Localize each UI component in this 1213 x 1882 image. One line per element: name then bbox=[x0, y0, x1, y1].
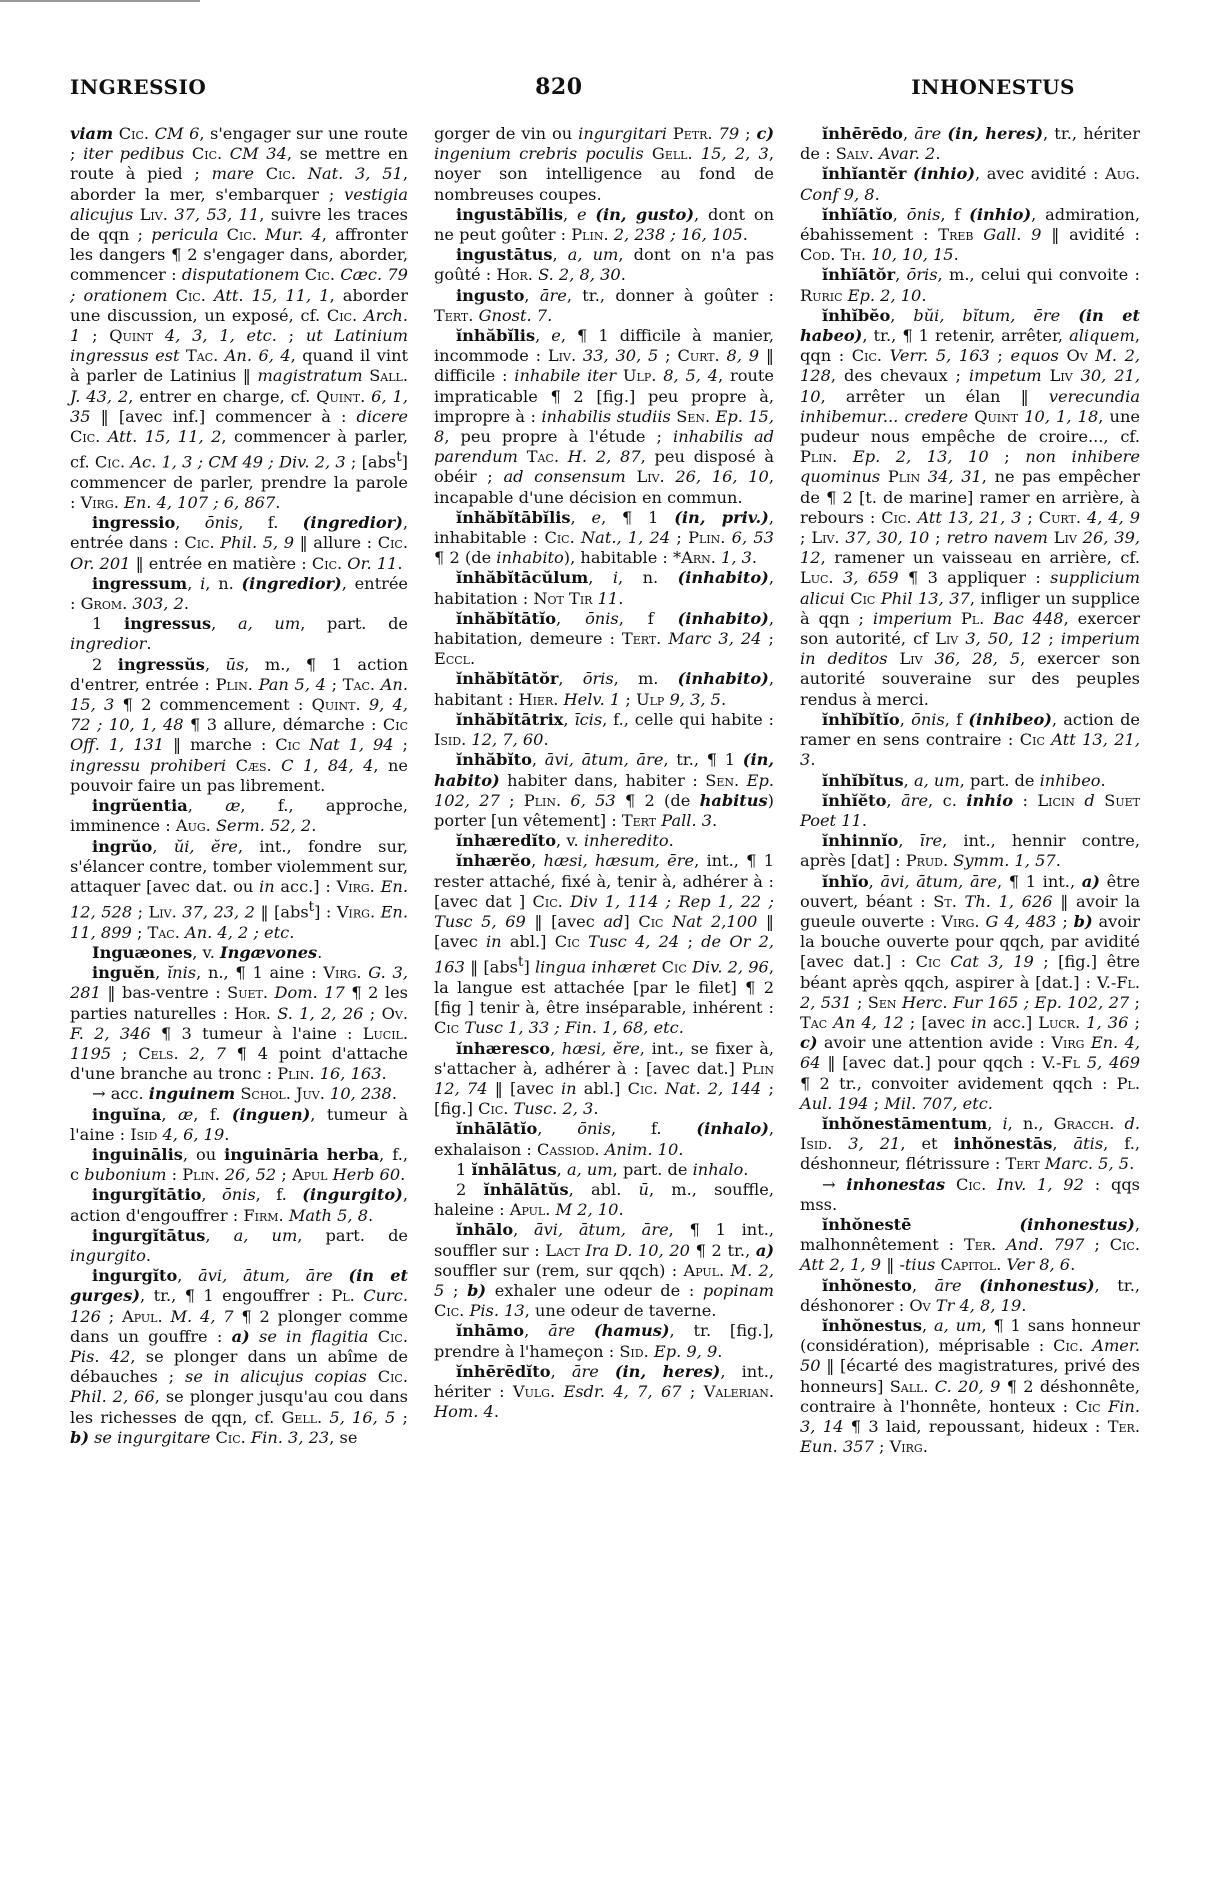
dictionary-entry: Inguæones, v. Ingævones. bbox=[92, 942, 323, 962]
dictionary-entry: ĭnhĭo, āvi, ātum, āre, ¶ 1 int., a) être ouvert, béant : St. Th. 1, 626 ‖ avoir la gueule ouverte : Virg. G 4, 483 ; b) avoir la bouche ouverte pour qqch, par avidité [avec dat.] : Cic Cat 3, 19 ; [fig.] être béant après qqch, aspirer à [dat.] : V.-Fl. 2, 531 ; Sen Herc. Fur 165 ; Ep. 102, 27 ; Tac An 4, 12 ; [avec in acc.] Lucr. 1, 36 ; c) avoir une attention avide : Virg En. 4, 64 ‖ [avec dat.] pour qqch : V.-Fl 5, 469 ¶ 2 tr., convoiter avidement qqch : Pl. Aul. 194 ; Mil. 707, etc. bbox=[800, 871, 1140, 1113]
dictionary-entry: ingressio, ōnis, f. (ingredior), entrée dans : Cic. Phil. 5, 9 ‖ allure : Cic. Or. 201 ‖ entrée en matière : Cic. Or. 11. bbox=[70, 513, 409, 573]
dictionary-entry: ĭnhŏnestus, a, um, ¶ 1 sans honneur (considération), méprisable : Cic. Amer. 50 ‖ [écarté des magistratures, privé des honneurs] Sall. C. 20, 9 ¶ 2 déshonnête, contraire à l'honnête, honteux : Cic Fin. 3, 14 ¶ 3 laid, repoussant, hideux : Ter. Eun. 357 ; Virg. bbox=[800, 1315, 1140, 1457]
dictionary-entry: ĭnhĭantĕr (inhio), avec avidité : Aug. Conf 9, 8. bbox=[800, 164, 1140, 204]
dictionary-entry: ĭnhĭbĭtus, a, um, part. de inhibeo. bbox=[822, 770, 1106, 790]
dictionary-entry: ĭnhăbĭlis, e, ¶ 1 difficile à manier, incommode : Liv. 33, 30, 5 ; Curt. 8, 9 ‖ difficile : inhabile iter Ulp. 8, 5, 4, route impraticable ¶ 2 [fig.] peu propre à, impropre à : inhabilis studiis Sen. Ep. 15, 8, peu propre à l'étude ; inhabilis ad parendum Tac. H. 2, 87, peu disposé à obéir ; ad consensum Liv. 26, 16, 10, incapable d'une décision en commun. bbox=[434, 326, 775, 507]
dictionary-entry: ĭnhæredĭto, v. inheredito. bbox=[456, 831, 674, 851]
dictionary-entry: ĭnhĭbĭtĭo, ōnis, f (inhibeo), action de ramer en sens contraire : Cic Att 13, 21, 3. bbox=[800, 709, 1141, 770]
dictionary-entry: ĭnhinnĭo, īre, int., hennir contre, après [dat] : Prud. Symm. 1, 57. bbox=[800, 831, 1140, 871]
dictionary-entry: ĭnhālo, āvi, ātum, āre, ¶ 1 int., souffler sur : Lact Ira D. 10, 20 ¶ 2 tr., a) souffler sur (rem, sur qqch) : Apul. M. 2, 5 ; b) exhaler une odeur de : popinam Cic. Pis. 13, une odeur de taverne. bbox=[434, 1220, 775, 1321]
dictionary-entry: ĭnhæresco, hæsi, ĕre, int., se fixer à, s'attacher à, adhérer à : [avec dat.] Plin 12, 74 ‖ [avec in abl.] Cic. Nat. 2, 144 ; [fig.] Cic. Tusc. 2, 3. bbox=[434, 1038, 774, 1119]
dictionary-entry: ĭnhāmo, āre (hamus), tr. [fig.], prendre à l'hameçon : Sid. Ep. 9, 9. bbox=[434, 1321, 774, 1361]
dictionary-entry: ĭnhăbĭtātŏr, ōris, m. (inhabito), habitant : Hier. Helv. 1 ; Ulp 9, 3, 5. bbox=[434, 669, 774, 709]
dictionary-entry: ingurgĭtātus, a, um, part. de ingurgito. bbox=[70, 1225, 409, 1265]
dictionary-entry: inguinālis, ou inguināria herba, f., c bubonium : Plin. 26, 52 ; Apul Herb 60. bbox=[70, 1144, 408, 1185]
top-rule bbox=[0, 0, 200, 2]
dictionary-entry: ĭnhērēdo, āre (in, heres), tr., hériter de : Salv. Avar. 2. bbox=[800, 124, 1140, 164]
dictionary-entry: 1 ingressus, a, um, part. de ingredior. bbox=[70, 614, 409, 654]
header-left-guide-word: INGRESSIO bbox=[70, 75, 207, 99]
dictionary-entry: ingrŭentia, æ, f., approche, imminence : Aug. Serm. 52, 2. bbox=[70, 796, 409, 836]
dictionary-entry: ĭnhŏnestāmentum, i, n., Gracch. d. Isid. 3, 21, et inhŏnestās, ātis, f., déshonneur, flétrissure : Tert Marc. 5, 5. bbox=[800, 1113, 1140, 1174]
dictionary-entry: ĭnhŏnestē (inhonestus), malhonnêtement : Ter. And. 797 ; Cic. Att 2, 1, 9 ‖ -tius Capitol. Ver 8, 6. bbox=[800, 1214, 1140, 1275]
dictionary-entry: ingusto, āre, tr., donner à goûter : Tert. Gnost. 7. bbox=[434, 285, 774, 325]
dictionary-entry: ĭnhĭĕto, āre, c. inhio : Licin d Suet Poet 11. bbox=[800, 790, 1140, 830]
dictionary-entry: inguĕn, ĭnis, n., ¶ 1 aine : Virg. G. 3, 281 ‖ bas-ventre : Suet. Dom. 17 ¶ 2 les parties naturelles : Hor. S. 1, 2, 26 ; Ov. F. 2, 346 ¶ 3 tumeur à l'aine : Lucil. 1195 ; Cels. 2, 7 ¶ 4 point d'attache d'une branche au tronc : Plin. 16, 163. bbox=[70, 963, 408, 1084]
dictionary-entry: 2 ingressŭs, ūs, m., ¶ 1 action d'entrer, entrée : Plin. Pan 5, 4 ; Tac. An. 15, 3 ¶ 2 commencement : Quint. 9, 4, 72 ; 10, 1, 48 ¶ 3 allure, démarche : Cic Off. 1, 131 ‖ marche : Cic Nat 1, 94 ; ingressu prohiberi Cæs. C 1, 84, 4, ne pouvoir faire un pas librement. bbox=[70, 654, 408, 795]
dictionary-entry: ĭnhăbĭtābĭlis, e, ¶ 1 (in, priv.), inhabitable : Cic. Nat., 1, 24 ; Plin. 6, 53 ¶ 2 (de inhabito), habitable : *Arn. 1, 3. bbox=[434, 507, 774, 568]
dictionary-entry: 2 ĭnhālātŭs, abl. ū, m., souffle, haleine : Apul. M 2, 10. bbox=[434, 1179, 774, 1220]
dictionary-entry: ingrŭo, ŭi, ĕre, int., fondre sur, s'élancer contre, tomber violemment sur, attaquer [avec dat. ou in acc.] : Virg. En. 12, 528 ; Liv. 37, 23, 2 ‖ [abs$^t$] : Virg. En. 11, 899 ; Tac. An. 4, 2 ; etc. bbox=[70, 836, 409, 942]
dictionary-entry: ĭnhĭbĕo, bŭi, bĭtum, ēre (in et habeo), tr., ¶ 1 retenir, arrêter, aliquem, qqn : Cic. Verr. 5, 163 ; equos Ov M. 2, 128, des chevaux ; impetum Liv 30, 21, 10, arrêter un élan ‖ verecundia inhibemur... credere Quint 10, 1, 18, une pudeur nous empêche de croire..., cf. Plin. Ep. 2, 13, 10 ; non inhibere quominus Plin 34, 31, ne pas empêcher de ¶ 2 [t. de marine] ramer en arrière, à rebours : Cic. Att 13, 21, 3 ; Curt. 4, 4, 9 ; Liv. 37, 30, 10 ; retro navem Liv 26, 39, 12, ramener un vaisseau en arrière, cf. Luc. 3, 659 ¶ 3 appliquer : supplicium alicui Cic Phil 13, 37, infliger un supplice à qqn ; imperium Pl. Bac 448, exercer son autorité, cf Liv 3, 50, 12 ; imperium in deditos Liv 36, 28, 5, exercer son autorité souveraine sur des peuples rendus à merci. bbox=[800, 305, 1141, 709]
dictionary-entry: ĭnhērēdĭto, āre (in, heres), int., hériter : Vulg. Esdr. 4, 7, 67 ; Valerian. Hom. 4. bbox=[434, 1361, 774, 1422]
dictionary-entry: ĭnhăbĭtātĭo, ōnis, f (inhabito), habitation, demeure : Tert. Marc 3, 24 ; Eccl. bbox=[434, 608, 774, 669]
dictionary-entry: ĭnhĭātŏr, ōris, m., celui qui convoite : Ruric Ep. 2, 10. bbox=[800, 265, 1140, 305]
dictionary-entry: → acc. inguinem Schol. Juv. 10, 238. bbox=[92, 1084, 397, 1104]
dictionary-entry: ingurgĭto, āvi, ātum, āre (in et gurges), tr., ¶ 1 engouffrer : Pl. Curc. 126 ; Apul. M. 4, 7 ¶ 2 plonger comme dans un gouffre : a) se in flagitia Cic. Pis. 42, se plonger dans un abîme de débauches ; se in alicujus copias Cic. Phil. 2, 66, se plonger jusqu'au cou dans les richesses de qqn, cf. Gell. 5, 16, 5 ; b) se ingurgitare Cic. Fin. 3, 23, se bbox=[70, 1266, 408, 1447]
dictionary-entry: ingressum, i, n. (ingredior), entrée : Grom. 303, 2. bbox=[70, 573, 409, 614]
dictionary-entry: ĭnhĭātĭo, ōnis, f (inhio), admiration, ébahissement : Treb Gall. 9 ‖ avidité : Cod. Th. 10, 10, 15. bbox=[800, 204, 1140, 265]
dictionary-entry: → inhonestas Cic. Inv. 1, 92 : qqs mss. bbox=[800, 1174, 1140, 1214]
column-2 bbox=[434, 124, 774, 1422]
page-header bbox=[70, 72, 1075, 102]
dictionary-entry: ĭnhærĕo, hæsi, hæsum, ēre, int., ¶ 1 rester attaché, fixé à, tenir à, adhérer à : [avec dat ] Cic. Div 1, 114 ; Rep 1, 22 ; Tusc 5, 69 ‖ [avec ad] Cic Nat 2,100 ‖ [avec in abl.] Cic Tusc 4, 24 ; de Or 2, 163 ‖ [abs$^t$] lingua inhæret Cic Div. 2, 96, la langue est attachée [par le filet] ¶ 2 [fig ] tenir à, être inséparable, inhérent : Cic Tusc 1, 33 ; Fin. 1, 68, etc. bbox=[434, 851, 775, 1038]
dictionary-entry: gorger de vin ou ingurgitari Petr. 79 ; c) ingenium crebris poculis Gell. 15, 2, 3, noyer son intelligence au fond de nombreuses coupes. bbox=[434, 124, 774, 204]
dictionary-entry: ĭnhăbĭto, āvi, ātum, āre, tr., ¶ 1 (in, habito) habiter dans, habiter : Sen. Ep. 102, 27 ; Plin. 6, 53 ¶ 2 (de habitus) porter [un vêtement] : Tert Pall. 3. bbox=[434, 750, 774, 830]
dictionary-entry: 1 ĭnhālātus, a, um, part. de inhalo. bbox=[456, 1159, 749, 1179]
dictionary-entry: ingustātus, a, um, dont on n'a pas goûté : Hor. S. 2, 8, 30. bbox=[434, 245, 774, 285]
dictionary-entry: ĭnhālātĭo, ōnis, f. (inhalo), exhalaison : Cassiod. Anim. 10. bbox=[434, 1119, 775, 1159]
dictionary-entry: ĭnhăbĭtācŭlum, i, n. (inhabito), habitation : Not Tir 11. bbox=[434, 568, 774, 608]
dictionary-entry: viam Cic. CM 6, s'engager sur une route ; iter pedibus Cic. CM 34, se mettre en route à pied ; mare Cic. Nat. 3, 51, aborder la mer, s'embarquer ; vestigia alicujus Liv. 37, 53, 11, suivre les traces de qqn ; pericula Cic. Mur. 4, affronter les dangers ¶ 2 s'engager dans, aborder, commencer : disputationem Cic. Cæc. 79 ; orationem Cic. Att. 15, 11, 1, aborder une discussion, un exposé, cf. Cic. Arch. 1 ; Quint 4, 3, 1, etc. ; ut Latinium ingressus est Tac. An. 6, 4, quand il vint à parler de Latinius ‖ magistratum Sall. J. 43, 2, entrer en charge, cf. Quint. 6, 1, 35 ‖ [avec inf.] commencer à : dicere Cic. Att. 15, 11, 2, commencer à parler, cf. Cic. Ac. 1, 3 ; CM 49 ; Div. 2, 3 ; [abs$^t$] commencer de parler, prendre la parole : Virg. En. 4, 107 ; 6, 867. bbox=[70, 124, 409, 513]
column-3 bbox=[800, 124, 1140, 1457]
dictionary-entry: ingurgĭtātio, ōnis, f. (ingurgito), action d'engouffrer : Firm. Math 5, 8. bbox=[70, 1185, 409, 1225]
page-number: 820 bbox=[535, 74, 583, 100]
header-right-guide-word: INHONESTUS bbox=[911, 75, 1075, 99]
dictionary-entry: ĭnhŏnesto, āre (inhonestus), tr., déshonorer : Ov Tr 4, 8, 19. bbox=[800, 1275, 1140, 1315]
column-1 bbox=[70, 124, 408, 1448]
dictionary-entry: ingustābĭlis, e (in, gusto), dont on ne peut goûter : Plin. 2, 238 ; 16, 105. bbox=[434, 204, 774, 245]
dictionary-entry: ĭnhăbĭtātrix, īcis, f., celle qui habite : Isid. 12, 7, 60. bbox=[434, 709, 775, 750]
dictionary-entry: inguĭna, æ, f. (inguen), tumeur à l'aine : Isid 4, 6, 19. bbox=[70, 1104, 408, 1144]
